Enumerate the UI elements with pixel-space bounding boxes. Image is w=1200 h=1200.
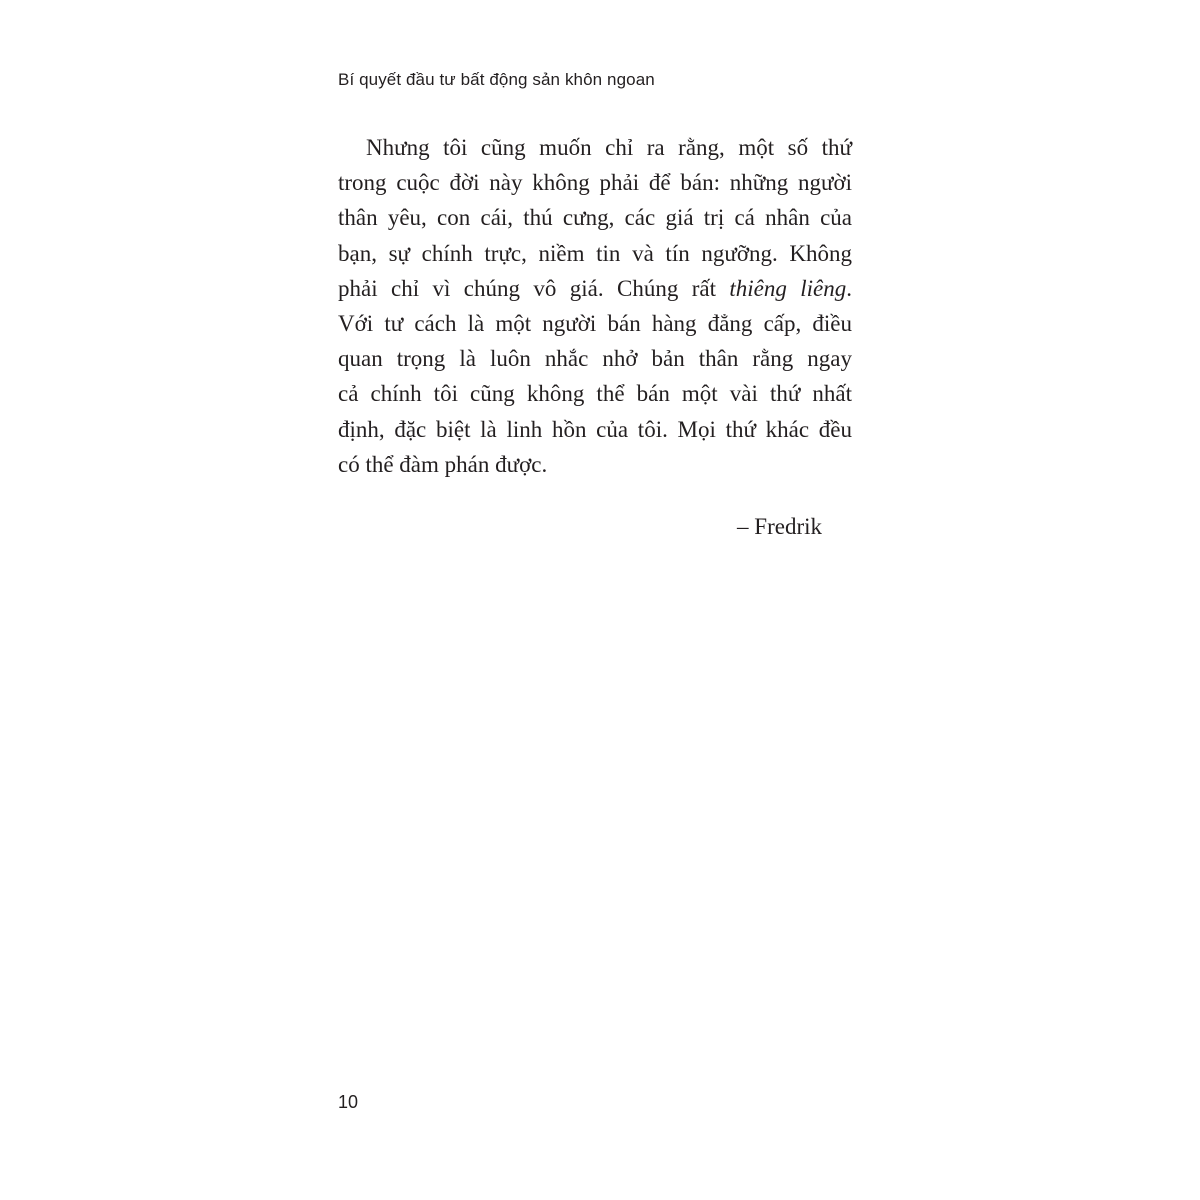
- quote-attribution: – Fredrik: [737, 514, 822, 539]
- body-line: có thể đàm phán được.: [338, 451, 548, 477]
- body-line: Với tư cách là một người bán hàng đẳng cấp, điều: [338, 310, 852, 336]
- body-line: thân yêu, con cái, thú cưng, các giá trị cá nhân của: [338, 205, 852, 231]
- emphasized-phrase: thiêng liêng: [729, 275, 847, 301]
- body-line-with-emphasis: [338, 271, 852, 306]
- body-line: Nhưng tôi cũng muốn chỉ ra rằng, một số thứ: [366, 135, 852, 160]
- body-text-run: phải chỉ vì chúng vô giá. Chúng rất: [338, 275, 716, 301]
- body-text-run: .: [846, 275, 852, 301]
- body-line: bạn, sự chính trực, niềm tin và tín ngưỡng. Không: [338, 240, 852, 266]
- body-line: cả chính tôi cũng không thể bán một vài thứ nhất: [338, 381, 852, 407]
- body-line: quan trọng là luôn nhắc nhở bản thân rằng ngay: [338, 346, 852, 372]
- body-line: định, đặc biệt là linh hồn của tôi. Mọi thứ khác đều: [338, 416, 852, 442]
- page-number: 10: [338, 1092, 359, 1112]
- body-line: trong cuộc đời này không phải để bán: những người: [338, 170, 852, 196]
- body-paragraph: [338, 130, 852, 482]
- running-header: Bí quyết đầu tư bất động sản khôn ngoan: [338, 70, 655, 89]
